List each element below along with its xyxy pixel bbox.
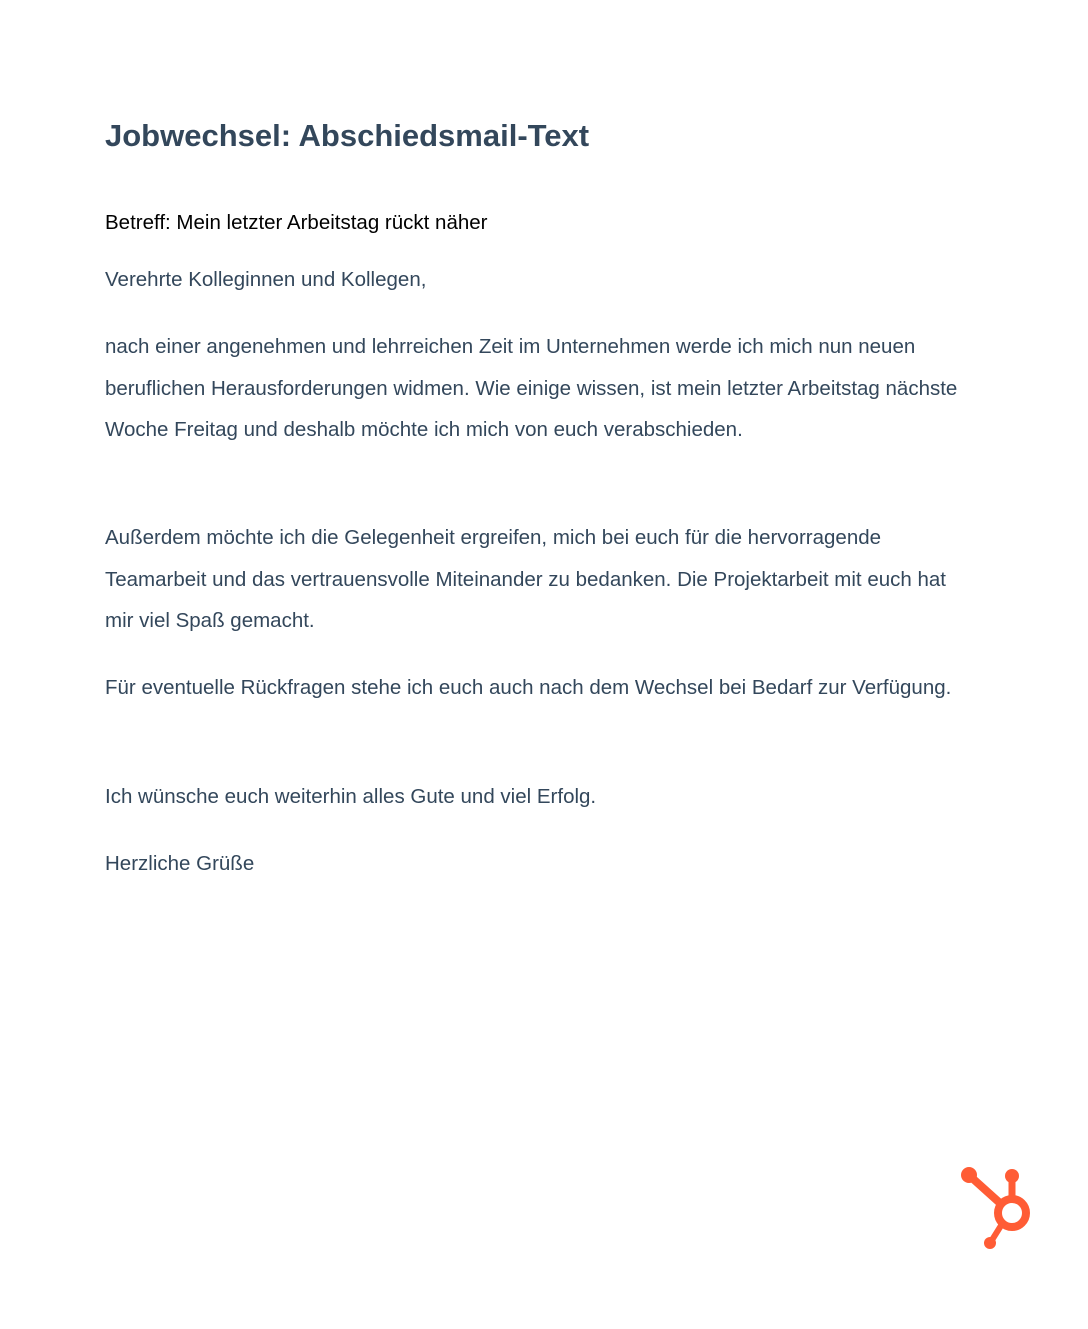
- paragraph-availability: Für eventuelle Rückfragen stehe ich euch auch nach dem Wechsel bei Bedarf zur Verfügung.: [105, 676, 952, 699]
- hubspot-sprocket-icon: [958, 1162, 1048, 1252]
- paragraph-farewell: nach einer angenehmen und lehrreichen Zeit im Unternehmen werde ich mich nun neuen beruflichen Herausforderungen widmen. Wie einige wissen, ist mein letzter Arbeitstag nächste Woche Freitag und deshalb möchte ich mich von euch verabschieden.: [105, 335, 958, 441]
- paragraph-wishes: Ich wünsche euch weiterhin alles Gute und viel Erfolg.: [105, 785, 597, 808]
- paragraph-thanks: Außerdem möchte ich die Gelegenheit ergreifen, mich bei euch für die hervorragende Teamarbeit und das vertrauensvolle Miteinander zu bedanken. Die Projektarbeit mit euch hat mir viel Spaß gemacht.: [105, 526, 946, 632]
- email-subject: Betreff: Mein letzter Arbeitstag rückt näher: [105, 211, 488, 234]
- document-title: Jobwechsel: Abschiedsmail-Text: [105, 118, 590, 153]
- email-greeting: Verehrte Kolleginnen und Kollegen,: [105, 268, 427, 291]
- email-closing: Herzliche Grüße: [105, 852, 255, 875]
